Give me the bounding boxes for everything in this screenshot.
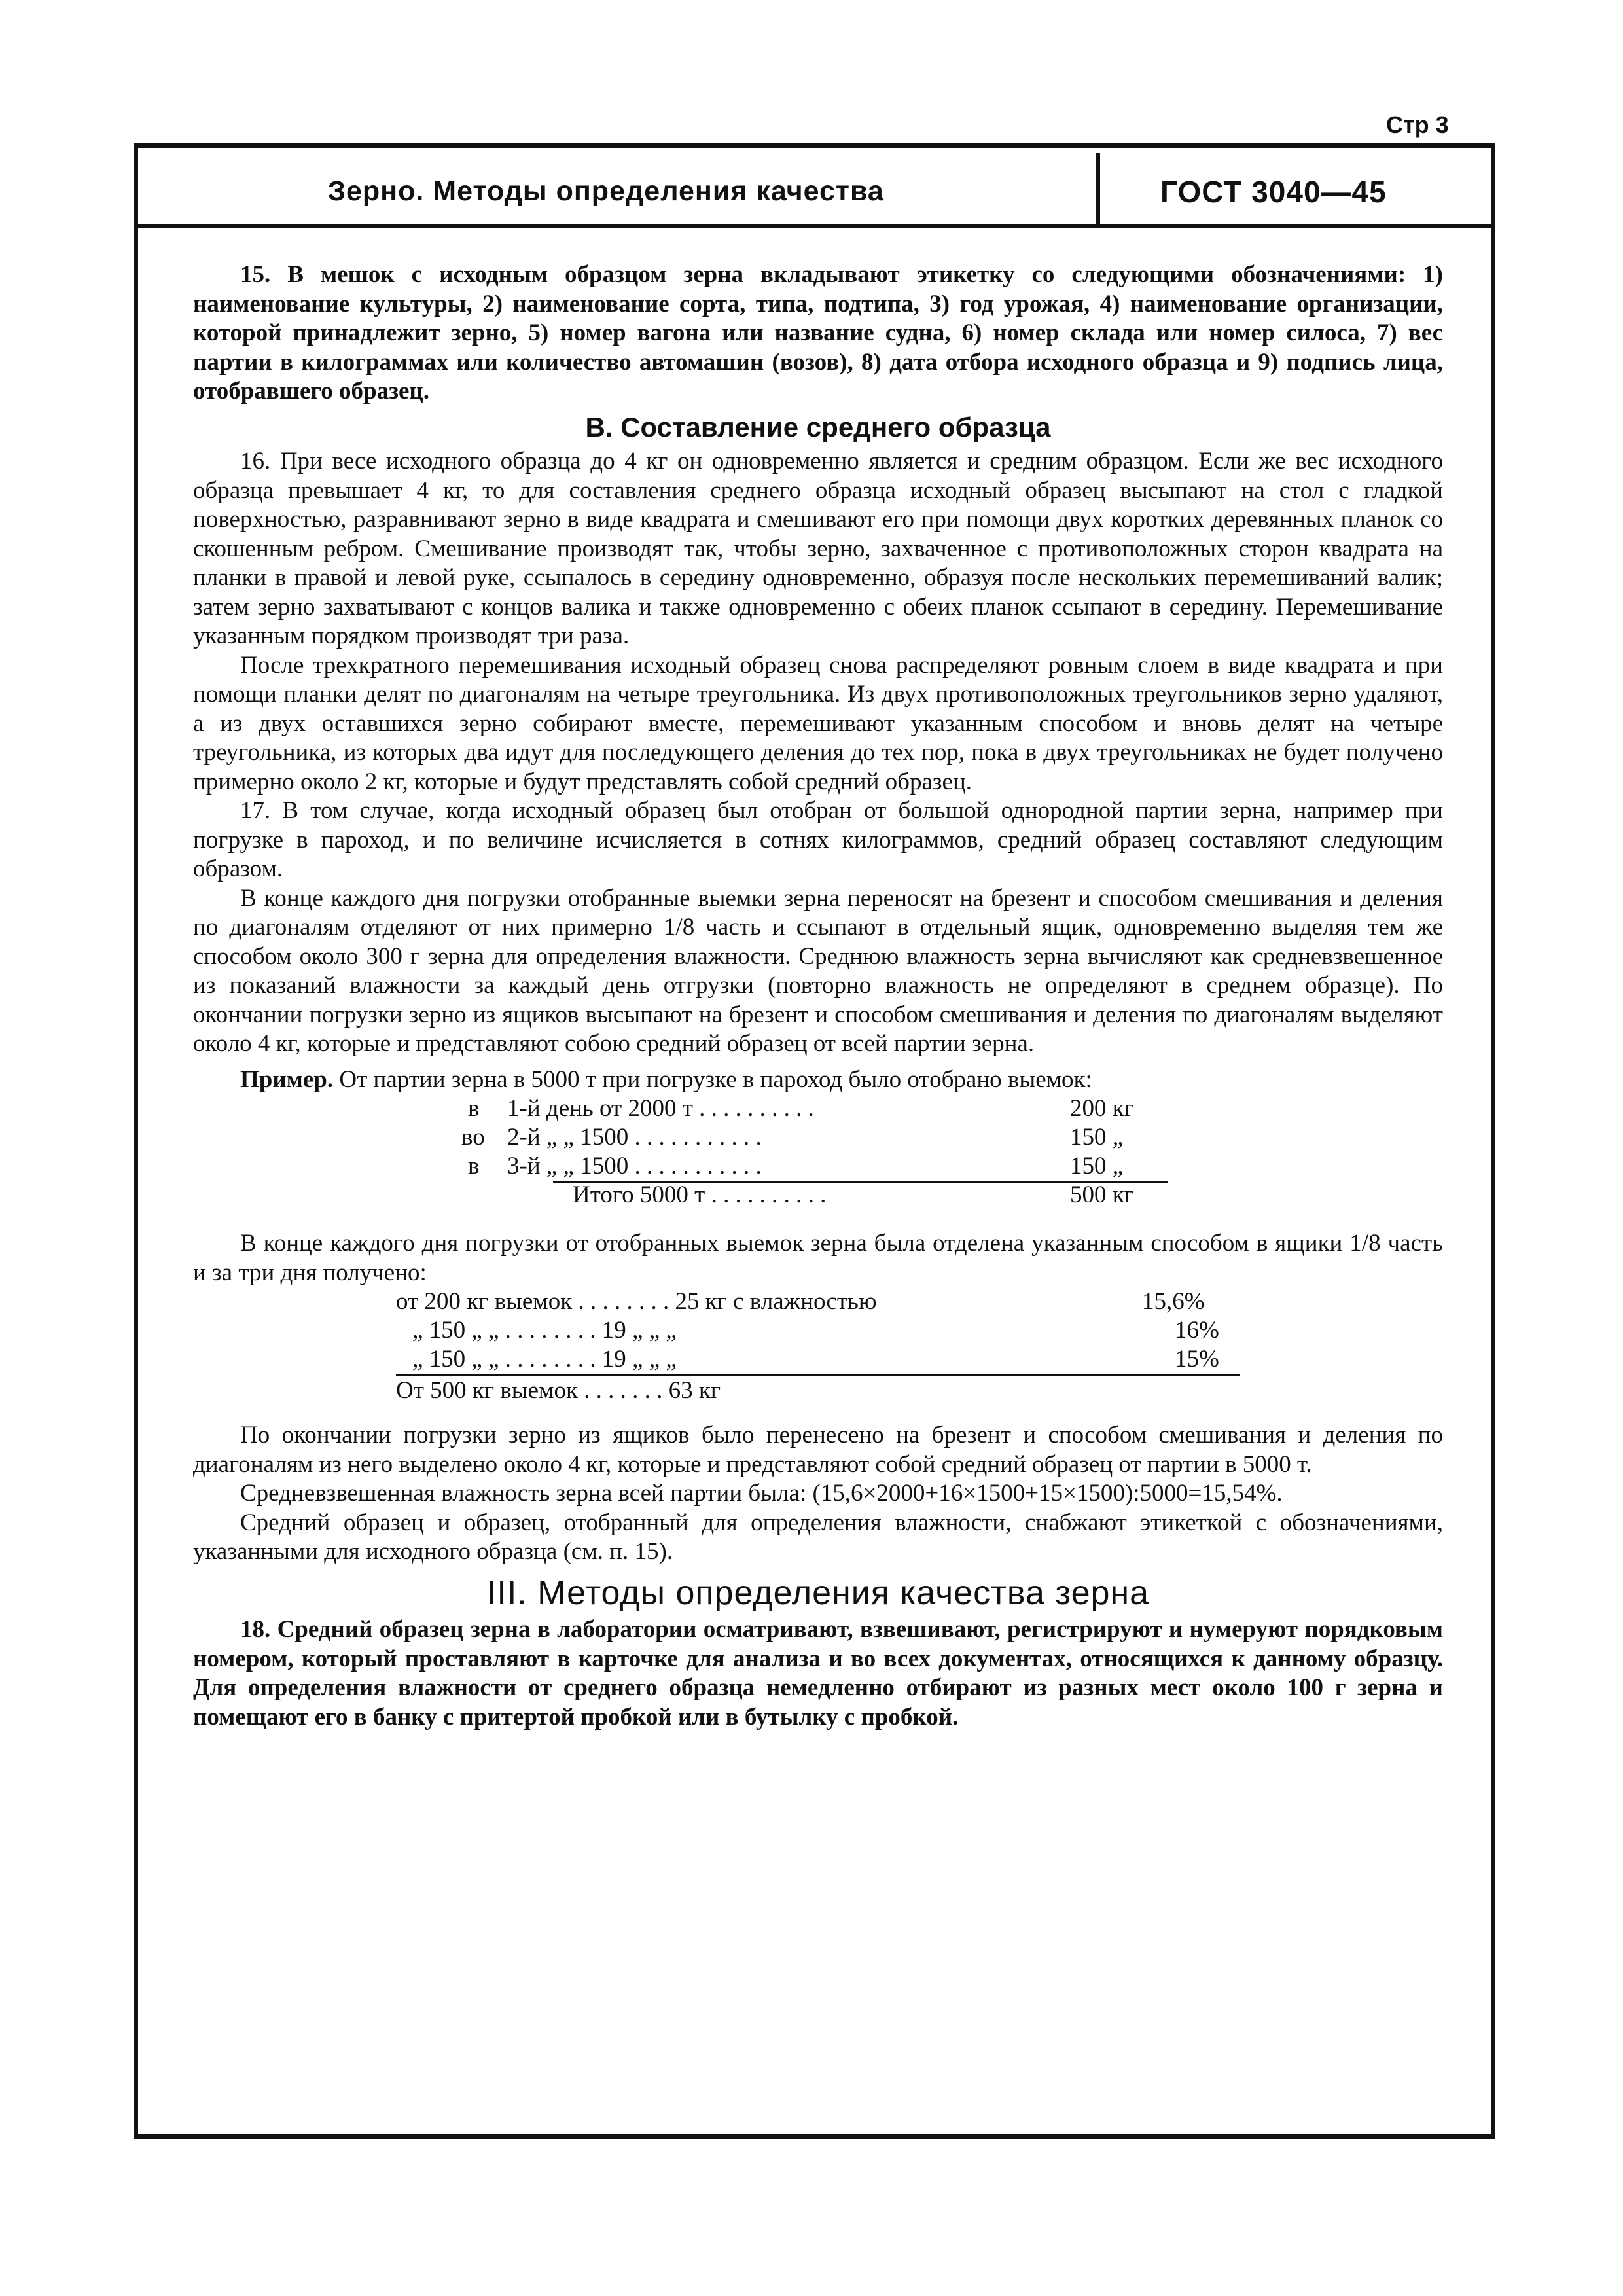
header-title: Зерно. Методы определения качества <box>328 175 884 207</box>
header-divider <box>1096 153 1100 224</box>
row-text: от 200 кг выемок . . . . . . . . 25 кг с влажностью <box>396 1288 877 1315</box>
example-intro-text: От партии зерна в 5000 т при погрузке в пароход было отобрано выемок: <box>339 1066 1092 1093</box>
table-row <box>193 1152 1443 1181</box>
table-total-row <box>553 1181 1168 1210</box>
standard-code: ГОСТ 3040—45 <box>1160 175 1387 209</box>
paragraph-17-sample: В конце каждого дня погрузки от отобранных выемок зерна была отделена указанным способом в ящики 1/8 часть и за три дня получено: <box>193 1230 1443 1286</box>
paragraph-15: 15. В мешок с исходным образцом зерна вкладывают этикетку со следующими обозначениями: 1) наименование культуры, 2) наименование сорта, типа, подтипа, 3) год урожая, 4) наименование организации, которой принадлежит зерно, 5) номер вагона или название судна, 6) номер склада или номер силоса, 7) вес партии в килограммах или количество автомашин (возов), 8) дата отбора исходного образца и 9) подпись лица, отобравшего образец. <box>193 261 1443 404</box>
moisture-table <box>193 1287 1443 1405</box>
total-label: Итого 5000 т . . . . . . . . . . <box>573 1181 827 1208</box>
paragraph-17-result: По окончании погрузки зерно из ящиков было перенесено на брезент и способом смешивания и деления по диагоналям из него выделено около 4 кг, которые и представляют собой средний образец от партии в 5000 т. <box>193 1422 1443 1478</box>
row-value: 150 „ <box>1070 1153 1124 1179</box>
paragraph-17-procedure: В конце каждого дня погрузки отобранные выемки зерна переносят на брезент и способом смешивания и деления по диагоналям отделяют от них примерно 1/8 часть и ссыпают в отдельный ящик, одновременно выделяя тем же способом около 300 г зерна для определения влажности. Среднюю влажность зерна вычисляют как средневзвешенное из показаний влажности за каждый день отгрузки (повторно влажность не определяют в среднем образце). По окончании погрузки зерно из ящиков высыпают на брезент и способом смешивания и деления по диагоналям выделяют около 4 кг, которые и представляют собою средний образец от всей партии зерна. <box>193 884 1443 1057</box>
row-prefix: в <box>468 1095 480 1122</box>
example-table <box>193 1094 1443 1210</box>
row-text: 3-й „ „ 1500 . . . . . . . . . . . <box>507 1153 762 1179</box>
table-row <box>193 1123 1443 1152</box>
row-value: 150 „ <box>1070 1124 1124 1151</box>
section-heading-b: В. Составление среднего образца <box>585 411 1051 442</box>
paragraph-17-moisture: Средневзвешенная влажность зерна всей партии была: (15,6×2000+16×1500+15×1500):5000=15,54%. <box>240 1480 1283 1507</box>
total-value: 500 кг <box>1070 1181 1134 1208</box>
row-text: 2-й „ „ 1500 . . . . . . . . . . . <box>507 1124 762 1151</box>
row-text: „ 150 „ „ . . . . . . . . 19 „ „ „ <box>412 1346 677 1372</box>
paragraph-18: 18. Средний образец зерна в лаборатории осматривают, взвешивают, регистрируют и нумеруют порядковым номером, который проставляют в карточке для анализа и во всех документах, относящихся к данному образцу. Для определения влажности от среднего образца немедленно отбирают из разных мест около 100 г зерна и помещают его в банку с притертой пробкой или в бутылку с пробкой. <box>193 1616 1443 1731</box>
paragraph-16: 16. При весе исходного образца до 4 кг он одновременно является и средним образцом. Если же вес исходного образца превышает 4 кг, то для составления среднего образца исходный образец высыпают на стол с гладкой поверхностью, разравнивают зерно в виде квадрата и смешивают его при помощи двух коротких деревянных планок со скошенным ребром. Смешивание производят так, чтобы зерно, захваченное с противоположных сторон квадрата на планки в правой и левой руке, ссыпалось в середину одновременно, образуя после нескольких перемешиваний валик; затем зерно захватывают с концов валика и также одновременно с обеих планок ссыпают в середину. Перемешивание указанным порядком производят три раза. <box>193 448 1443 649</box>
row-moisture: 16% <box>1175 1317 1219 1344</box>
chapter-heading-3: III. Методы определения качества зерна <box>486 1573 1150 1612</box>
row-prefix: во <box>461 1124 485 1151</box>
page-number: Стр 3 <box>1386 111 1449 138</box>
table-row <box>193 1094 1443 1123</box>
example-intro <box>193 1066 1443 1095</box>
row-text: 1-й день от 2000 т . . . . . . . . . . <box>507 1095 814 1122</box>
row-moisture: 15,6% <box>1142 1288 1205 1315</box>
table-row <box>193 1287 1443 1316</box>
document-header <box>138 148 1491 228</box>
document-body <box>193 260 1443 1732</box>
table-total-row <box>193 1376 1443 1405</box>
paragraph-17: 17. В том случае, когда исходный образец был отобран от большой однородной партии зерна, например при погрузке в пароход, и по величине исчисляется в сотнях килограммов, средний образец составляют следующим образом. <box>193 797 1443 882</box>
row-prefix: в <box>468 1153 480 1179</box>
row-value: 200 кг <box>1070 1095 1134 1122</box>
table-row <box>193 1316 1443 1345</box>
paragraph-16-continued: После трехкратного перемешивания исходный образец снова распределяют ровным слоем в виде квадрата и при помощи планки делят по диагоналям на четыре треугольника. Из двух противоположных треугольников зерно удаляют, а из двух оставшихся зерно собирают вместе, перемешивают указанным способом и вновь делят на четыре треугольника, из которых два идут для последующего деления до тех пор, пока в двух треугольниках не будет получено примерно около 2 кг, которые и будут представлять собой средний образец. <box>193 651 1443 795</box>
paragraph-17-label: Средний образец и образец, отобранный для определения влажности, снабжают этикеткой с обозначениями, указанными для исходного образца (см. п. 15). <box>193 1509 1443 1565</box>
row-text: „ 150 „ „ . . . . . . . . 19 „ „ „ <box>412 1317 677 1344</box>
table-row <box>396 1345 1240 1376</box>
total-label: От 500 кг выемок . . . . . . . 63 кг <box>396 1377 721 1404</box>
row-moisture: 15% <box>1175 1346 1219 1372</box>
example-label: Пример. <box>240 1066 334 1093</box>
